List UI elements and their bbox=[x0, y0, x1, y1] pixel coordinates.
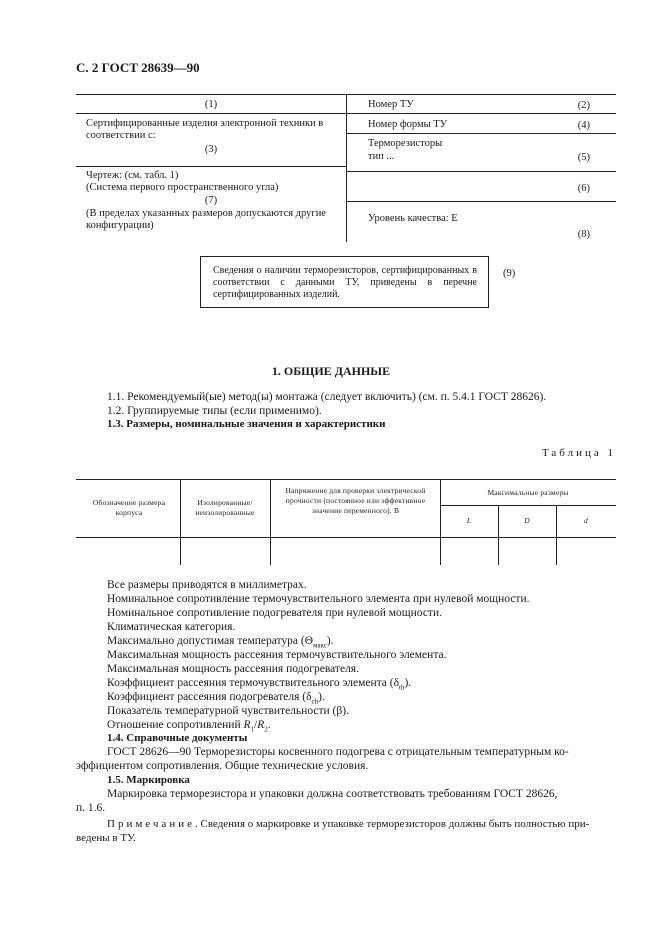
table-header-bottom-line bbox=[76, 537, 616, 538]
form-thermistor-label: Терморезисторы bbox=[368, 138, 443, 149]
form-projection-label: (Система первого пространственного угла) bbox=[86, 182, 279, 193]
list-item-11: Отношение сопротивлений $R_1/R_2$. bbox=[107, 719, 271, 734]
form-field-6: (6) bbox=[577, 183, 590, 194]
form-field-9: (9) bbox=[503, 268, 516, 279]
form-divider-vertical bbox=[346, 94, 347, 242]
form-field-1: (1) bbox=[204, 99, 218, 110]
form-field-4: (4) bbox=[577, 120, 590, 131]
list-item-9: Коэффициент рассеяния подогревателя $(\delta_{ch})$. bbox=[107, 691, 325, 706]
form-drawing-label: Чертеж: (см. табл. 1) bbox=[86, 170, 179, 181]
form-tu-number-label: Номер ТУ bbox=[368, 99, 414, 110]
list-item-10: Показатель температурной чувствительности (β). bbox=[107, 705, 349, 717]
list-item-3: Номинальное сопротивление подогревателя при нулевой мощности. bbox=[107, 607, 442, 619]
table-header-max-dimensions: Максимальные размеры bbox=[487, 488, 569, 497]
table-col-line-4 bbox=[498, 505, 499, 565]
paragraph-1-2: 1.2. Группируемые типы (если применимо). bbox=[107, 405, 322, 417]
list-item-5: Максимально допустимая температура $(\Theta_{макс})$. bbox=[107, 635, 334, 650]
note-line-1: Примечание. Сведения о маркировке и упаковке терморезисторов должны быть полностью при- bbox=[107, 818, 590, 830]
certification-box-text: Сведения о наличии терморезисторов, сертифицированных в соответствии с данными ТУ, приведены в перечне сертифицированных изделий. bbox=[213, 265, 477, 300]
section-1-5-text-2: п. 1.6. bbox=[76, 802, 106, 814]
list-item-8: Коэффициент рассеяния термочувствительного элемента $(\delta_{th})$. bbox=[107, 677, 412, 692]
certification-box bbox=[200, 256, 489, 308]
table-subheader-line bbox=[440, 505, 616, 506]
section-1-5-text-1: Маркировка терморезистора и упаковки должна соответствовать требованиям ГОСТ 28626, bbox=[107, 788, 558, 800]
table-subheader-d-upper: D bbox=[524, 516, 530, 525]
table-col-line-5 bbox=[556, 505, 557, 565]
table-header-insulated: Изолированные/ неизолированные bbox=[195, 498, 255, 517]
list-item-6: Максимальная мощность рассеяния термочувствительного элемента. bbox=[107, 649, 447, 661]
form-right-row-line-4 bbox=[346, 201, 616, 202]
list-item-2: Номинальное сопротивление термочувствительного элемента при нулевой мощности. bbox=[107, 593, 530, 605]
list-item-1: Все размеры приводятся в миллиметрах. bbox=[107, 579, 307, 591]
note-line-2: ведены в ТУ. bbox=[76, 832, 136, 844]
table-header-voltage: Напряжение для проверки электрической прочности (постоянное или эффективное значение переменного). В bbox=[285, 486, 426, 515]
form-field-5: (5) bbox=[577, 152, 590, 163]
table-col-line-2 bbox=[270, 479, 271, 565]
paragraph-1-1: 1.1. Рекомендуемый(ые) метод(ы) монтажа (следует включить) (см. п. 5.4.1 ГОСТ 28626). bbox=[107, 391, 547, 403]
section-1-title: 1. ОБЩИЕ ДАННЫЕ bbox=[271, 364, 391, 378]
form-field-3-label: Сертифицированные изделия электронной техники в соответствии с: bbox=[86, 118, 324, 141]
table-subheader-l: L bbox=[466, 516, 472, 525]
section-1-4-title: 1.4. Справочные документы bbox=[107, 732, 248, 744]
form-left-row-line-2 bbox=[76, 166, 346, 167]
form-field-2: (2) bbox=[577, 100, 590, 111]
table-top-line bbox=[76, 479, 616, 480]
form-field-8: (8) bbox=[577, 229, 590, 240]
section-1-4-text-2: эффициентом сопротивления. Общие технические условия. bbox=[76, 760, 369, 772]
page-header: С. 2 ГОСТ 28639—90 bbox=[76, 60, 200, 75]
form-field-7: (7) bbox=[204, 195, 218, 206]
table-col-line-1 bbox=[180, 479, 181, 565]
table-header-case-size: Обозначение размера корпуса bbox=[92, 498, 166, 517]
form-type-label: тип ... bbox=[368, 151, 395, 162]
form-field-3: (3) bbox=[204, 144, 218, 155]
paragraph-1-3: 1.3. Размеры, номинальные значения и характеристики bbox=[107, 418, 386, 430]
list-item-7: Максимальная мощность рассеяния подогревателя. bbox=[107, 663, 359, 675]
section-1-5-title: 1.5. Маркировка bbox=[107, 774, 190, 786]
list-item-4: Климатическая категория. bbox=[107, 621, 236, 633]
form-right-row-line-2 bbox=[346, 133, 616, 134]
table-subheader-d-lower: d bbox=[584, 516, 588, 525]
form-left-row-line-1 bbox=[76, 113, 346, 114]
form-tu-form-label: Номер формы ТУ bbox=[368, 119, 448, 130]
note-label: Примечание bbox=[107, 818, 195, 830]
form-quality-label: Уровень качества: Е bbox=[368, 213, 458, 224]
form-right-row-line-3 bbox=[346, 171, 616, 172]
table-1-caption: Таблица 1 bbox=[541, 447, 616, 459]
form-right-row-line-1 bbox=[346, 113, 616, 114]
section-1-4-text-1: ГОСТ 28626—90 Терморезисторы косвенного подогрева с отрицательным температурным ко- bbox=[107, 746, 569, 758]
form-config-note: (В пределах указанных размеров допускаются другие конфигурации) bbox=[86, 208, 326, 231]
